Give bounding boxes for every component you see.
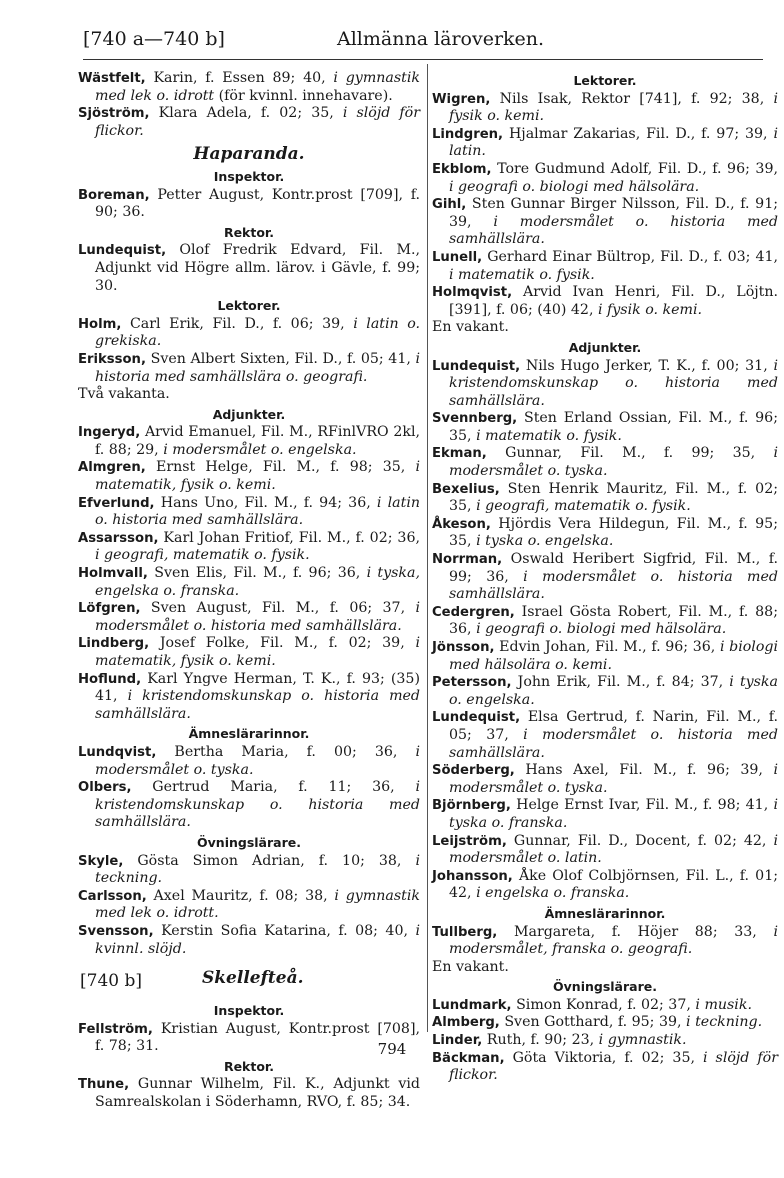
- teacher-details: Klara Adela, f. 02; 35,: [158, 105, 343, 122]
- teacher-surname: Ekblom,: [432, 161, 492, 177]
- teacher-surname: Assarsson,: [78, 530, 159, 546]
- section-range: [740 a—740 b]: [83, 28, 225, 50]
- teacher-details: Israel Gösta Robert, Fil. M., f. 88; 36,: [449, 603, 778, 638]
- teacher-details: Kerstin Sofia Katarina, f. 08; 40,: [161, 922, 416, 939]
- teacher-details: Olof Fredrik Edvard, Fil. M., Adjunkt vid Högre allm. lärov. i Gävle, f. 99; 30.: [95, 242, 420, 294]
- teacher-note: (för kvinnl. innehavare).: [214, 87, 393, 104]
- teacher-surname: Leijström,: [432, 833, 507, 849]
- teacher-subjects: i latin.: [449, 125, 778, 160]
- school-city-heading: Skellefteå.: [202, 968, 304, 989]
- section-heading: Lektorer.: [217, 298, 281, 314]
- teacher-details: Hjalmar Zakarias, Fil. D., f. 97; 39,: [508, 125, 774, 142]
- teacher-subjects: i kristendomskunskap o. historia med samhällslära.: [95, 688, 420, 722]
- teacher-entry: [432, 551, 778, 604]
- column-divider: [427, 64, 428, 1032]
- teacher-details: Margareta, f. Höjer 88; 33,: [513, 923, 774, 940]
- teacher-surname: Wigren,: [432, 91, 491, 107]
- teacher-details: Gunnar Wilhelm, Fil. K., Adjunkt vid Samrealskolan i Söderhamn, RVO, f. 85; 34.: [95, 1076, 420, 1111]
- teacher-subjects: i biologi med hälsolära o. kemi.: [449, 639, 778, 673]
- teacher-surname: Fellström,: [78, 1021, 153, 1037]
- right-column: [432, 70, 778, 1085]
- page-number: 794: [377, 1040, 407, 1058]
- teacher-details: Karin, f. Essen 89; 40,: [153, 70, 334, 86]
- teacher-surname: Almgren,: [78, 460, 146, 476]
- teacher-surname: Holm,: [78, 316, 122, 332]
- section-heading: Inspektor.: [213, 1003, 285, 1019]
- section-number: [740 b]: [80, 971, 142, 992]
- section-heading: Rektor.: [223, 224, 275, 240]
- left-column: [78, 70, 420, 1112]
- teacher-subjects: i modersmålet o. tyska.: [449, 762, 778, 796]
- teacher-entry: [78, 635, 420, 670]
- teacher-subjects: i teckning.: [686, 1014, 763, 1031]
- teacher-surname: Wästfelt,: [78, 71, 146, 86]
- teacher-subjects: i modersmålet o. historia med samhällslära.: [95, 600, 420, 634]
- teacher-details: Ernst Helge, Fil. M., f. 98; 35,: [155, 459, 416, 476]
- teacher-surname: Petersson,: [432, 675, 512, 691]
- teacher-details: Sten Erland Ossian, Fil. M., f. 96; 35,: [449, 410, 778, 444]
- teacher-subjects: i modersmålet o. engelska.: [163, 441, 357, 458]
- teacher-entry: [432, 709, 778, 762]
- teacher-details: Hjördis Vera Hildegun, Fil. M., f. 95; 35,: [449, 515, 778, 550]
- teacher-details: Gerhard Einar Bültrop, Fil. D., f. 03; 41,: [487, 248, 779, 265]
- teacher-surname: Löfgren,: [78, 601, 141, 617]
- teacher-details: Göta Viktoria, f. 02; 35,: [512, 1049, 703, 1066]
- teacher-subjects: i kvinnl. slöjd.: [95, 922, 420, 957]
- teacher-entry: [78, 351, 420, 386]
- teacher-subjects: i kristendomskunskap o. historia med samhällslära.: [449, 357, 778, 409]
- teacher-entry: [432, 196, 778, 249]
- teacher-details: Arvid Ivan Henri, Fil. D., Löjtn. [391], f. 06; (40) 42,: [449, 284, 778, 318]
- teacher-subjects: i musik.: [695, 996, 752, 1013]
- teacher-entry: [432, 924, 778, 959]
- teacher-entry: [78, 530, 420, 565]
- teacher-surname: Jönsson,: [432, 640, 495, 655]
- teacher-entry: [432, 833, 778, 868]
- teacher-subjects: i tyska o. franska.: [449, 797, 778, 831]
- teacher-surname: Söderberg,: [432, 763, 515, 779]
- teacher-subjects: i geografi, matematik o. fysik.: [95, 547, 310, 564]
- teacher-entry: [78, 459, 420, 494]
- section-heading: Ämneslärarinnor.: [544, 905, 666, 921]
- teacher-details: Bertha Maria, f. 00; 36,: [174, 743, 416, 760]
- teacher-entry: [78, 70, 420, 105]
- teacher-entry: [78, 316, 420, 351]
- teacher-subjects: i matematik, fysik o. kemi.: [95, 459, 421, 494]
- section-heading: Övningslärare.: [553, 979, 657, 995]
- teacher-entry: [432, 481, 778, 516]
- section-heading: Ämneslärarinnor.: [188, 726, 310, 742]
- teacher-surname: Svennberg,: [432, 411, 518, 427]
- teacher-surname: Olbers,: [78, 780, 132, 796]
- teacher-subjects: i modersmålet o. tyska.: [95, 743, 420, 778]
- teacher-entry: [78, 495, 420, 530]
- teacher-entry: [78, 187, 420, 222]
- section-heading: Lektorer.: [573, 73, 637, 88]
- teacher-subjects: i fysik o. kemi.: [449, 90, 778, 125]
- teacher-details: Sten Henrik Mauritz, Fil. M., f. 02; 35,: [449, 480, 778, 515]
- teacher-entry: [78, 744, 420, 779]
- teacher-entry: [78, 853, 420, 888]
- teacher-entry: [432, 410, 778, 445]
- teacher-details: Sven August, Fil. M., f. 06; 37,: [150, 600, 416, 617]
- teacher-details: Sten Gunnar Birger Nilsson, Fil. D., f. 91; 39,: [449, 196, 778, 230]
- teacher-surname: Linder,: [432, 1033, 483, 1049]
- teacher-details: Petter August, Kontr.prost [709], f. 90; 36.: [95, 186, 421, 221]
- teacher-subjects: i gymnastik med lek o. idrott: [95, 70, 420, 104]
- teacher-subjects: i gymnastik med lek o. idrott.: [95, 887, 420, 922]
- teacher-details: Gunnar, Fil. M., f. 99; 35,: [505, 445, 774, 462]
- teacher-entry: [432, 639, 778, 674]
- teacher-subjects: i engelska o. franska.: [476, 885, 630, 902]
- teacher-surname: Gihl,: [432, 197, 467, 213]
- teacher-subjects: i geografi o. biologi med hälsolära.: [449, 178, 700, 195]
- teacher-details: Josef Folke, Fil. M., f. 02; 39,: [159, 635, 416, 652]
- teacher-surname: Åkeson,: [432, 516, 491, 532]
- page-header: [83, 28, 763, 58]
- teacher-surname: Ekman,: [432, 446, 487, 462]
- teacher-subjects: i slöjd för flickor.: [95, 105, 421, 139]
- teacher-entry: [432, 161, 778, 196]
- teacher-subjects: i tyska o. engelska.: [476, 533, 614, 550]
- teacher-surname: Skyle,: [78, 853, 124, 869]
- teacher-details: Sven Albert Sixten, Fil. D., f. 05; 41,: [150, 350, 416, 367]
- teacher-details: Carl Erik, Fil. D., f. 06; 39,: [129, 315, 354, 332]
- teacher-surname: Eriksson,: [78, 351, 146, 367]
- teacher-subjects: i teckning.: [95, 852, 420, 887]
- teacher-surname: Carlsson,: [78, 888, 147, 904]
- teacher-surname: Björnberg,: [432, 798, 511, 814]
- teacher-surname: Lundequist,: [432, 710, 521, 726]
- teacher-surname: Lunell,: [432, 249, 483, 265]
- teacher-surname: Hoflund,: [78, 671, 142, 687]
- teacher-entry: [78, 565, 420, 600]
- teacher-surname: Holmqvist,: [432, 285, 513, 301]
- teacher-subjects: i matematik o. fysik.: [476, 427, 622, 444]
- teacher-entry: [432, 126, 778, 161]
- teacher-details: Oswald Heribert Sigfrid, Fil. M., f. 99; 36,: [449, 551, 779, 585]
- section-heading: Övningslärare.: [197, 834, 301, 850]
- teacher-details: Hans Axel, Fil. M., f. 96; 39,: [525, 762, 774, 779]
- teacher-entry: [432, 249, 778, 284]
- teacher-surname: Johansson,: [432, 868, 513, 884]
- teacher-surname: Svensson,: [78, 923, 154, 939]
- vacancy-note: En vakant.: [432, 958, 509, 975]
- teacher-details: Simon Konrad, f. 02; 37,: [516, 996, 696, 1013]
- teacher-surname: Lindgren,: [432, 126, 504, 142]
- teacher-surname: Lundmark,: [432, 997, 512, 1013]
- teacher-subjects: i historia med samhällslära o. geografi.: [95, 350, 421, 385]
- teacher-surname: Almberg,: [432, 1015, 500, 1031]
- teacher-details: Gunnar, Fil. D., Docent, f. 02; 42,: [513, 832, 774, 849]
- teacher-details: Axel Mauritz, f. 08; 38,: [153, 887, 335, 904]
- teacher-surname: Holmvall,: [78, 566, 148, 582]
- teacher-details: Edvin Johan, Fil. M., f. 96; 36,: [499, 639, 720, 655]
- teacher-entry: [78, 779, 420, 832]
- teacher-subjects: i tyska o. engelska.: [449, 674, 778, 708]
- vacancy-note: Två vakanta.: [78, 386, 170, 403]
- teacher-entry: [432, 762, 778, 797]
- teacher-surname: Thune,: [78, 1077, 130, 1093]
- teacher-subjects: i geografi o. biologi med hälsolära.: [476, 621, 727, 638]
- teacher-entry: [78, 424, 420, 459]
- teacher-surname: Lindberg,: [78, 636, 150, 652]
- teacher-entry: [78, 242, 420, 295]
- teacher-entry: [432, 358, 778, 411]
- teacher-entry: [432, 516, 778, 551]
- teacher-entry: [432, 674, 778, 709]
- teacher-details: Gösta Simon Adrian, f. 10; 38,: [137, 852, 416, 869]
- teacher-entry: [432, 445, 778, 480]
- teacher-subjects: i modersmålet o. historia med samhällslära.: [449, 726, 778, 761]
- teacher-entry: [78, 1076, 420, 1111]
- header-rule: [83, 59, 763, 60]
- teacher-details: John Erik, Fil. M., f. 84; 37,: [517, 674, 730, 691]
- teacher-details: Karl Yngve Herman, T. K., f. 93; (35) 41,: [95, 670, 420, 705]
- teacher-subjects: i modersmålet o. tyska.: [449, 445, 778, 480]
- teacher-details: Arvid Emanuel, Fil. M., RFinlVRO 2kl, f. 88; 29,: [95, 424, 420, 458]
- teacher-subjects: i fysik o. kemi.: [597, 301, 703, 318]
- teacher-details: Nils Hugo Jerker, T. K., f. 00; 31,: [525, 357, 774, 374]
- teacher-subjects: i modersmålet, franska o. geografi.: [449, 923, 778, 958]
- teacher-entry: [78, 671, 420, 724]
- teacher-subjects: i modersmålet o. historia med samhällslära.: [449, 213, 778, 248]
- section-start: [78, 970, 420, 1000]
- teacher-entry: [432, 997, 778, 1015]
- teacher-surname: Lundqvist,: [78, 744, 157, 760]
- teacher-details: Karl Johan Fritiof, Fil. M., f. 02; 36,: [163, 529, 420, 546]
- teacher-surname: Boreman,: [78, 187, 150, 203]
- teacher-surname: Sjöström,: [78, 106, 150, 122]
- teacher-details: Kristian August, Kontr.prost [708], f. 78; 31.: [95, 1020, 420, 1055]
- teacher-entry: [432, 284, 778, 319]
- teacher-subjects: i gymnastik.: [598, 1032, 687, 1049]
- section-heading: Rektor.: [223, 1058, 275, 1074]
- teacher-surname: Lundequist,: [78, 243, 167, 259]
- teacher-entry: [432, 868, 778, 903]
- teacher-entry: [432, 604, 778, 639]
- teacher-details: Helge Ernst Ivar, Fil. M., f. 98; 41,: [516, 797, 774, 814]
- section-heading: Adjunkter.: [568, 339, 642, 355]
- teacher-entry: [78, 923, 420, 958]
- teacher-entry: [78, 105, 420, 140]
- teacher-subjects: i matematik o. fysik.: [449, 266, 595, 283]
- teacher-entry: [432, 91, 778, 126]
- teacher-surname: Bexelius,: [432, 481, 500, 497]
- teacher-details: Hans Uno, Fil. M., f. 94; 36,: [160, 494, 377, 511]
- teacher-details: Sven Gotthard, f. 95; 39,: [504, 1014, 687, 1031]
- teacher-surname: Bäckman,: [432, 1050, 505, 1066]
- teacher-subjects: i latin o. grekiska.: [95, 315, 421, 350]
- teacher-details: Åke Olof Colbjörnsen, Fil. L., f. 01; 42,: [449, 867, 778, 902]
- teacher-subjects: i modersmålet o. historia med samhällslära.: [449, 568, 778, 603]
- teacher-entry: [78, 600, 420, 635]
- teacher-surname: Tullberg,: [432, 924, 498, 940]
- teacher-details: Gertrud Maria, f. 11; 36,: [152, 779, 416, 796]
- teacher-details: Elsa Gertrud, f. Narin, Fil. M., f. 05; 37,: [449, 709, 778, 743]
- section-heading: Inspektor.: [213, 168, 285, 184]
- teacher-surname: Cedergren,: [432, 604, 515, 620]
- school-city-heading: Haparanda.: [193, 144, 305, 165]
- teacher-subjects: i geografi, matematik o. fysik.: [476, 498, 691, 515]
- teacher-surname: Efverlund,: [78, 495, 155, 511]
- section-heading: Adjunkter.: [212, 406, 286, 422]
- teacher-subjects: i modersmålet o. latin.: [449, 832, 778, 867]
- page-title: Allmänna läroverken.: [337, 28, 545, 50]
- teacher-details: Nils Isak, Rektor [741], f. 92; 38,: [499, 90, 774, 107]
- teacher-details: Ruth, f. 90; 23,: [486, 1032, 599, 1049]
- teacher-entry: [78, 888, 420, 923]
- vacancy-note: En vakant.: [432, 319, 509, 336]
- teacher-surname: Norrman,: [432, 552, 503, 568]
- teacher-subjects: i kristendomskunskap o. historia med samhällslära.: [95, 779, 421, 831]
- teacher-surname: Lundequist,: [432, 358, 521, 374]
- teacher-subjects: i latin o. historia med samhällslära.: [95, 494, 420, 529]
- teacher-details: Sven Elis, Fil. M., f. 96; 36,: [154, 565, 367, 582]
- teacher-subjects: i matematik, fysik o. kemi.: [95, 635, 420, 669]
- teacher-entry: [432, 797, 778, 832]
- teacher-subjects: i slöjd för flickor.: [449, 1049, 778, 1084]
- teacher-subjects: i tyska, engelska o. franska.: [95, 565, 420, 599]
- teacher-surname: Ingeryd,: [78, 425, 141, 441]
- teacher-entry: [432, 1014, 778, 1032]
- teacher-details: Tore Gudmund Adolf, Fil. D., f. 96; 39,: [497, 160, 778, 177]
